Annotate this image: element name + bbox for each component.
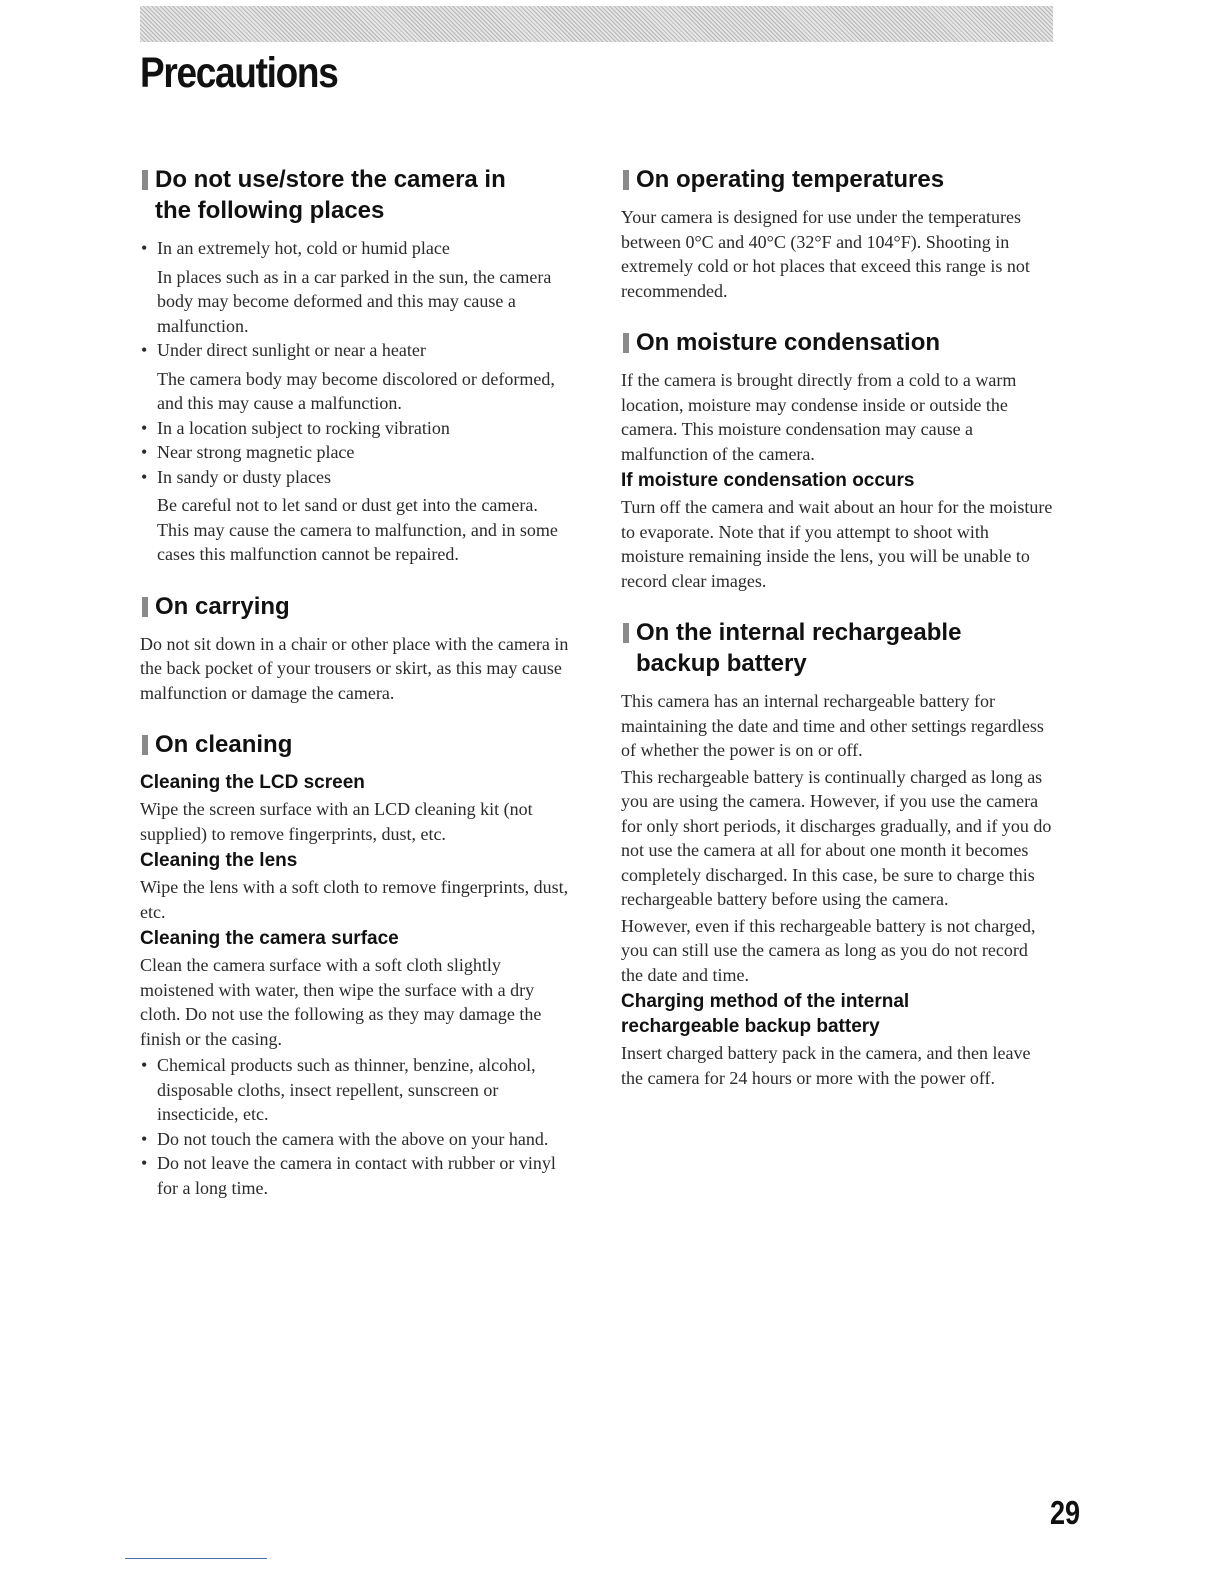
square-bullet-icon: [623, 623, 629, 643]
list-item-text: Near strong magnetic place: [157, 442, 355, 462]
list-item: [140, 338, 572, 416]
lcd-body: Wipe the screen surface with an LCD cleaning kit (not supplied) to remove fingerprints, dust, etc.: [140, 799, 533, 844]
heading-line: On carrying: [155, 592, 290, 620]
right-column: [621, 164, 1053, 1114]
square-bullet-icon: [142, 735, 148, 755]
list-item: [140, 236, 572, 338]
lens-body: Wipe the lens with a soft cloth to remove fingerprints, dust, etc.: [140, 877, 569, 922]
subheading-lens: Cleaning the lens: [140, 850, 298, 871]
section-heading: [621, 327, 1053, 358]
heading-line: On cleaning: [155, 731, 293, 758]
list-item: [140, 440, 572, 465]
list-item-detail: In places such as in a car parked in the sun, the camera body may become deformed and this may cause a malfunction.: [157, 266, 552, 336]
carrying-body: Do not sit down in a chair or other place with the camera in the back pocket of your trousers or skirt, as this may cause malfunction or damage the camera.: [140, 633, 569, 703]
page-number: 29: [1050, 1494, 1081, 1531]
condensation-body: If the camera is brought directly from a cold to a warm location, moisture may condense inside or outside the camera. This moisture condensation may cause a malfunction of the camera.: [621, 370, 1017, 464]
places-list: [140, 236, 572, 567]
page-title: Precautions: [140, 49, 338, 97]
list-item: • Chemical products such as thinner, benzine, alcohol, disposable cloths, insect repellent, sunscreen or insecticide, etc.: [140, 1053, 572, 1127]
section-cleaning: [140, 729, 572, 1200]
battery-para-1: This camera has an internal rechargeable battery for maintaining the date and time and other settings regardless of whether the power is on or off.: [621, 691, 1044, 760]
list-item: [140, 465, 572, 567]
subheading-line: Charging method of the internal: [621, 991, 910, 1012]
section-heading: [140, 164, 572, 226]
list-item: [140, 416, 572, 441]
section-heading: [140, 729, 572, 760]
condensation-sub-body: Turn off the camera and wait about an hour for the moisture to evaporate. Note that if you attempt to shoot with moisture remaining inside the lens, you will be unable to record clear images.: [621, 497, 1053, 591]
heading-line: On operating temperatures: [636, 166, 945, 193]
cleaning-list: [140, 1053, 572, 1200]
surface-body: Clean the camera surface with a soft cloth slightly moistened with water, then wipe the surface with a dry cloth. Do not use the following as they may damage the finish or the casing.: [140, 955, 542, 1049]
section-temperatures: [621, 164, 1053, 303]
section-heading: [621, 617, 1053, 679]
list-item-text: Under direct sunlight or near a heater: [157, 340, 426, 360]
subheading-surface: Cleaning the camera surface: [140, 928, 399, 949]
heading-line: On the internal rechargeable: [636, 619, 962, 646]
list-item-detail: Be careful not to let sand or dust get into the camera. This may cause the camera to malfunction, and in some cases this malfunction cannot be repaired.: [157, 495, 558, 564]
list-item: • Do not touch the camera with the above on your hand.: [140, 1127, 572, 1152]
battery-para-3: However, even if this rechargeable battery is not charged, you can still use the camera as long as you do not record the date and time.: [621, 915, 1036, 985]
section-heading: [621, 164, 1053, 195]
list-item: • Do not leave the camera in contact with rubber or vinyl for a long time.: [140, 1151, 572, 1200]
subheading-line: rechargeable backup battery: [621, 1016, 880, 1037]
square-bullet-icon: [142, 597, 148, 617]
heading-line: the following places: [155, 197, 385, 224]
battery-para-2: This rechargeable battery is continually charged as long as you are using the camera. However, if you use the camera for only short periods, it discharges gradually, and if you do not use the camera at all for about one month it becomes completely discharged. In this case, be sure to charge this rechargeable battery before using the camera.: [621, 766, 1052, 909]
charging-body: Insert charged battery pack in the camera, and then leave the camera for 24 hours or more with the power off.: [621, 1043, 1031, 1088]
list-item-text: In sandy or dusty places: [157, 466, 331, 487]
heading-line: Do not use/store the camera in: [155, 166, 506, 193]
square-bullet-icon: [623, 333, 629, 353]
subheading-condensation: If moisture condensation occurs: [621, 470, 915, 491]
list-item-text: In an extremely hot, cold or humid place: [157, 238, 450, 258]
list-item-detail: The camera body may become discolored or deformed, and this may cause a malfunction.: [157, 368, 555, 413]
square-bullet-icon: [623, 170, 629, 190]
subheading-charging: [621, 989, 1053, 1039]
left-column: [140, 164, 572, 1224]
heading-line: backup battery: [636, 650, 807, 677]
header-pattern-bar: [140, 6, 1053, 42]
section-storage-places: [140, 164, 572, 567]
heading-line: On moisture condensation: [636, 329, 941, 356]
square-bullet-icon: [142, 170, 148, 190]
section-carrying: [140, 591, 572, 706]
temperatures-body: Your camera is designed for use under the temperatures between 0°C and 40°C (32°F and 104°F). Shooting in extremely cold or hot places that exceed this range is not recommended.: [621, 207, 1030, 301]
section-condensation: [621, 327, 1053, 593]
subheading-lcd: Cleaning the LCD screen: [140, 772, 365, 793]
section-heading: [140, 591, 572, 622]
section-backup-battery: [621, 617, 1053, 1090]
list-item-text: In a location subject to rocking vibration: [157, 417, 450, 438]
footer-rule: [125, 1558, 267, 1559]
